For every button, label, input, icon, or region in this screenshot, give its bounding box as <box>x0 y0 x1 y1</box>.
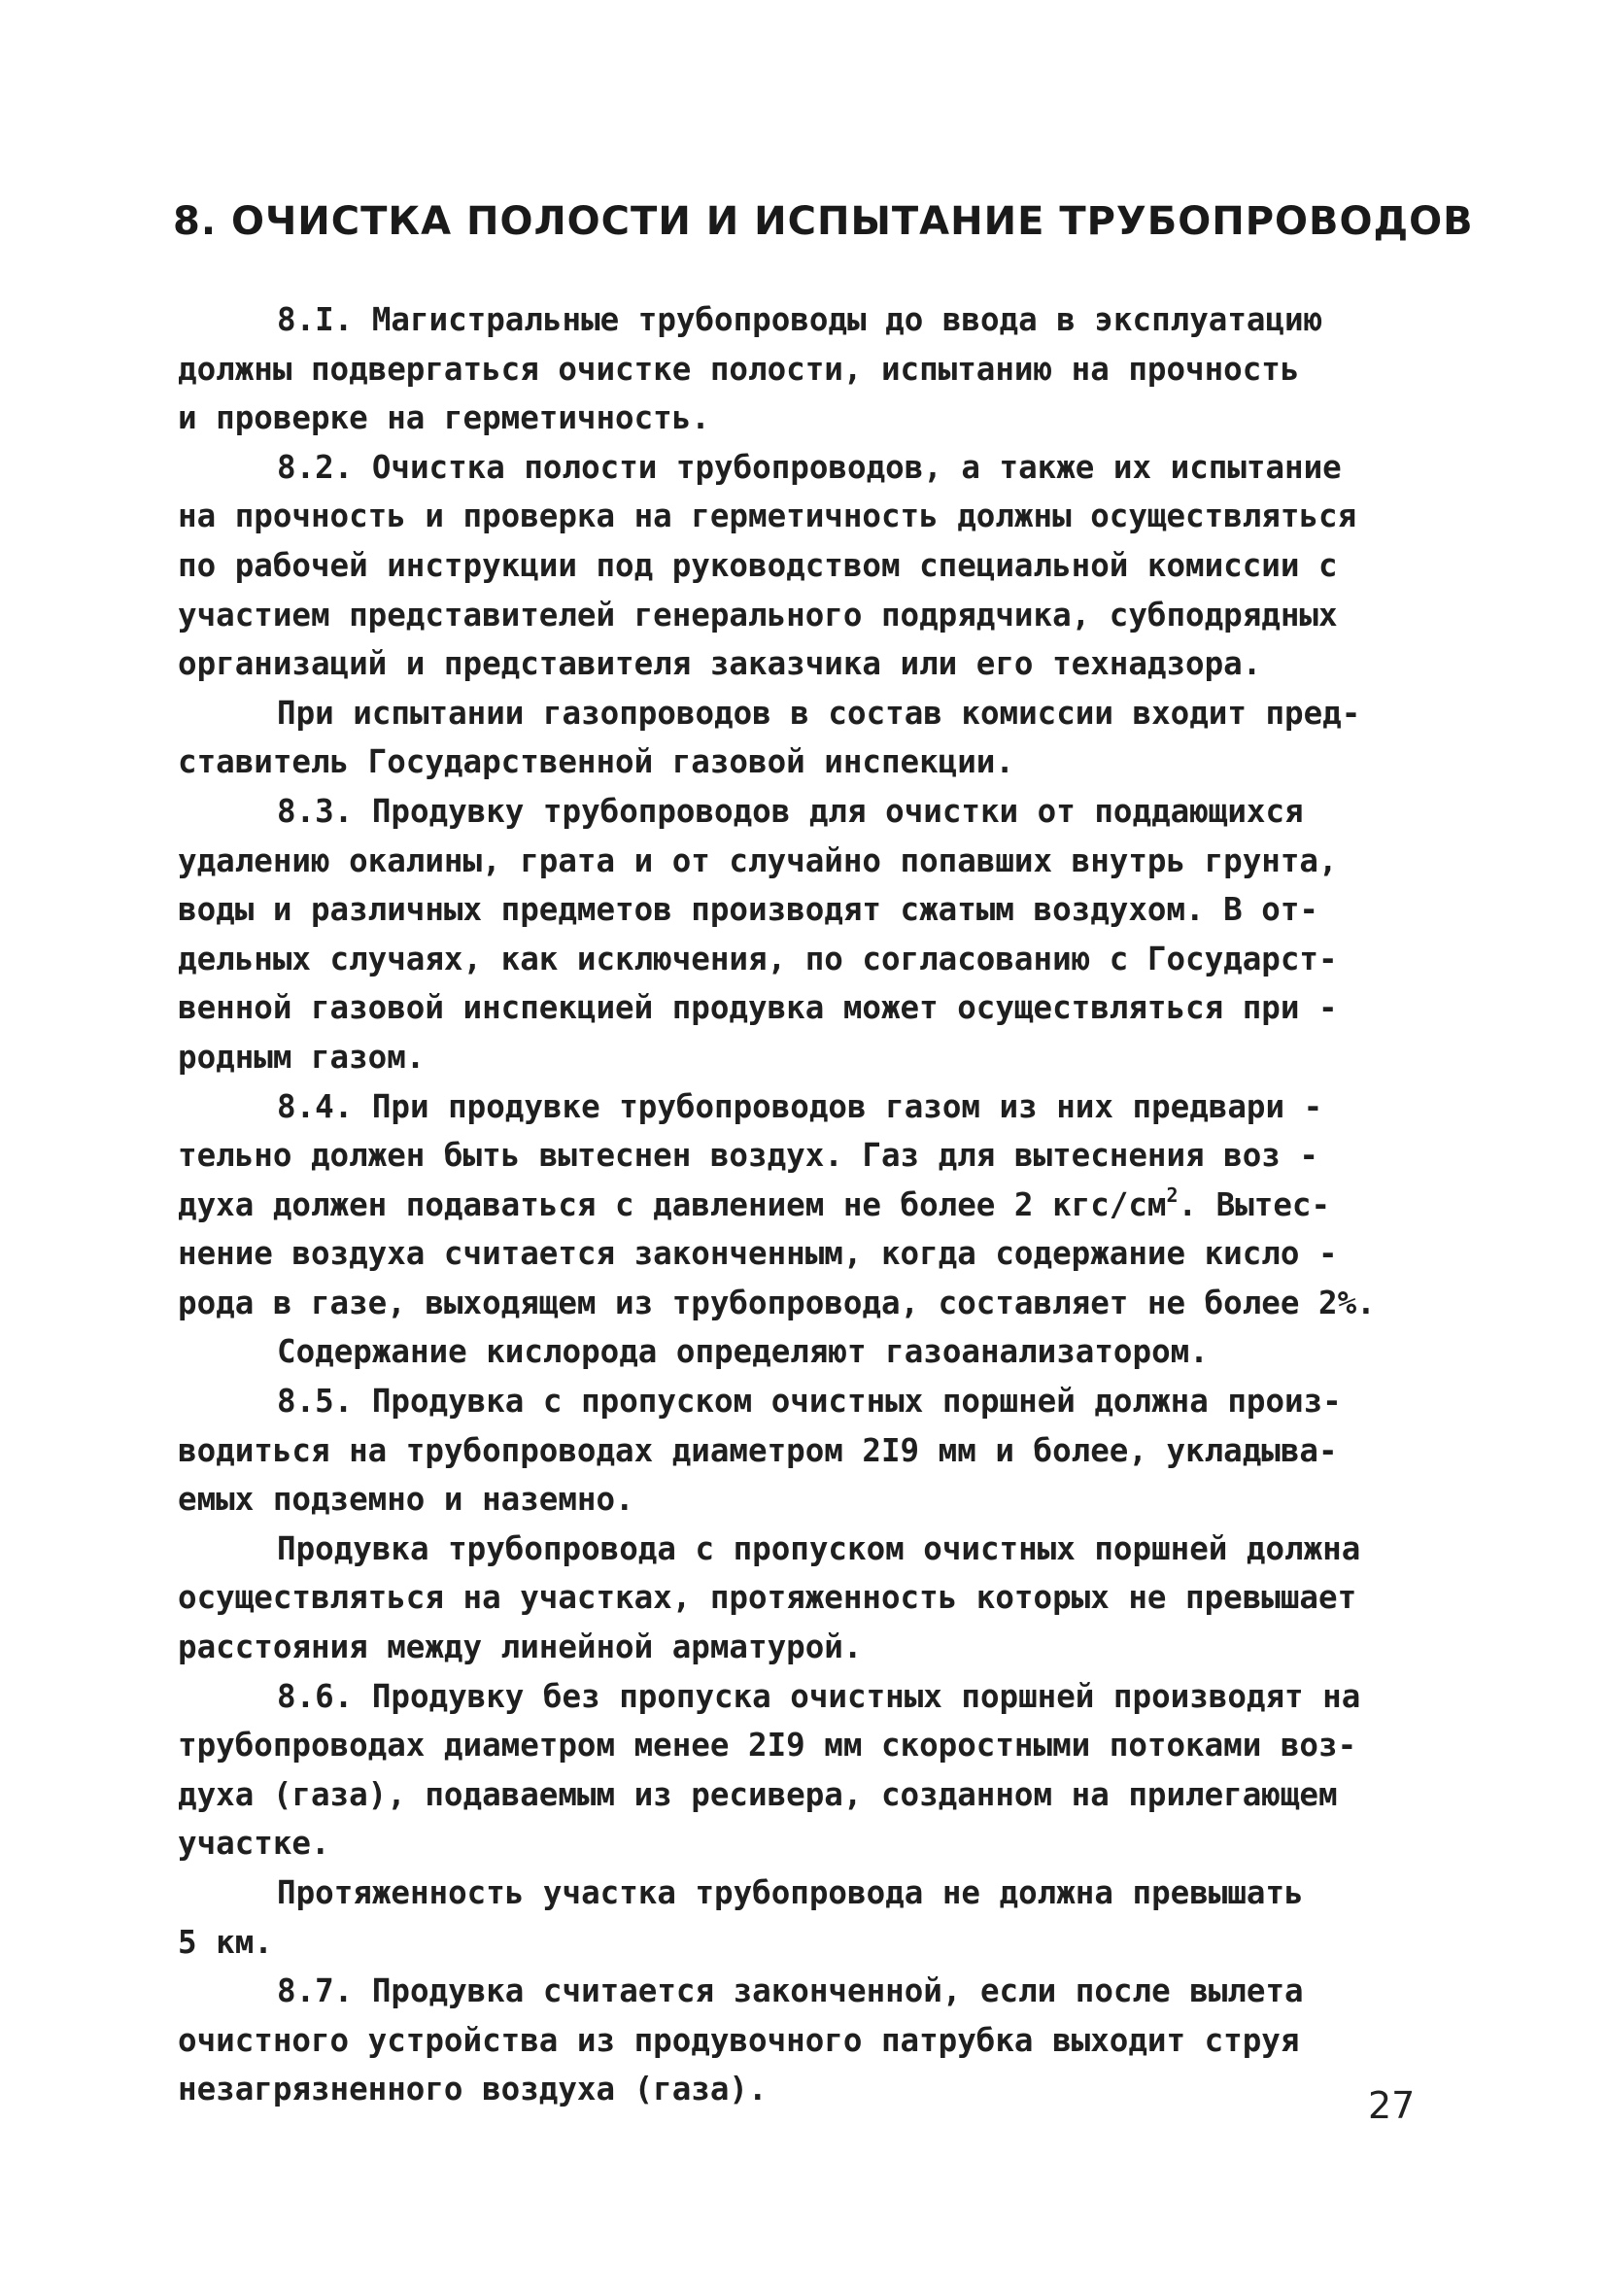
text-line <box>178 591 1421 640</box>
page-number: 27 <box>1368 2084 1416 2127</box>
text-line-content: по рабочей инструкции под руководством специальной комиссии с <box>178 546 1338 584</box>
text-line-content: Содержание кислорода определяют газоанализатором. <box>277 1333 1209 1371</box>
text-line <box>178 1082 1421 1132</box>
text-line-content: очистного устройства из продувочного патрубка выходит струя <box>178 2021 1300 2059</box>
text-line-content: удалению окалины, грата и от случайно попавших внутрь грунта, <box>178 841 1338 879</box>
text-line-content: участке. <box>178 1825 330 1863</box>
text-line <box>178 1573 1421 1623</box>
text-line <box>178 1377 1421 1426</box>
text-line-content: родным газом. <box>178 1038 426 1076</box>
text-line-content: рода в газе, выходящем из трубопровода, составляет не более 2%. <box>178 1284 1376 1321</box>
text-line <box>178 787 1421 837</box>
text-line <box>178 295 1421 345</box>
text-line-content: организаций и представителя заказчика или его технадзора. <box>178 645 1262 683</box>
text-line <box>178 443 1421 493</box>
text-line-content: 8.4. При продувке трубопроводов газом из них предвари - <box>277 1087 1323 1125</box>
text-line-content: трубопроводах диаметром менее 2I9 мм скоростными потоками воз- <box>178 1727 1357 1765</box>
text-line-content: ставитель Государственной газовой инспекции. <box>178 743 1014 781</box>
text-line-content: участием представителей генерального подрядчика, субподрядных <box>178 596 1338 634</box>
text-line-content: венной газовой инспекцией продувка может осуществляться при - <box>178 989 1338 1027</box>
text-line-content: тельно должен быть вытеснен воздух. Газ для вытеснения воз - <box>178 1137 1318 1175</box>
text-line-content: 8.7. Продувка считается законченной, если после вылета <box>277 1972 1304 2010</box>
text-line <box>178 1525 1421 1574</box>
text-line-content: 8.5. Продувка с пропуском очистных поршней должна произ- <box>277 1383 1342 1421</box>
text-line-content: воды и различных предметов производят сжатым воздухом. В от- <box>178 891 1318 929</box>
text-line-content: на прочность и проверка на герметичность должны осуществляться <box>178 497 1357 535</box>
text-line <box>178 1475 1421 1525</box>
text-line <box>178 1181 1421 1230</box>
text-line <box>178 935 1421 984</box>
body-text <box>178 295 1421 2114</box>
text-line-content: 5 км. <box>178 1923 273 1961</box>
text-line <box>178 1623 1421 1672</box>
text-line-content: и проверке на герметичность. <box>178 399 710 437</box>
text-line <box>178 1229 1421 1279</box>
text-line-content: 8.6. Продувку без пропуска очистных поршней производят на <box>277 1677 1361 1715</box>
text-line <box>178 541 1421 591</box>
text-line <box>178 983 1421 1033</box>
text-line-content: 8.I. Магистральные трубопроводы до ввода в эксплуатацию <box>277 301 1323 338</box>
text-line-content: 8.3. Продувку трубопроводов для очистки от поддающихся <box>277 792 1304 830</box>
text-line <box>178 1672 1421 1722</box>
text-line <box>178 1967 1421 2016</box>
text-line <box>178 1327 1421 1377</box>
text-line <box>178 689 1421 738</box>
text-line <box>178 1279 1421 1328</box>
text-line-content: расстояния между линейной арматурой. <box>178 1628 863 1666</box>
text-line-content: незагрязненного воздуха (газа). <box>178 2071 768 2108</box>
text-line-content: емых подземно и наземно. <box>178 1481 634 1519</box>
text-line <box>178 1819 1421 1868</box>
text-line <box>178 394 1421 443</box>
text-line <box>178 1918 1421 1968</box>
text-line-content: При испытании газопроводов в состав комиссии входит пред- <box>277 694 1361 732</box>
text-line <box>178 2016 1421 2066</box>
text-line-content: духа (газа), подаваемым из ресивера, созданном на прилегающем <box>178 1775 1338 1813</box>
text-line <box>178 1868 1421 1918</box>
text-line-content: 8.2. Очистка полости трубопроводов, а также их испытание <box>277 448 1342 486</box>
text-line <box>178 492 1421 541</box>
text-line <box>178 1770 1421 1820</box>
text-line-content: дельных случаях, как исключения, по согласованию с Государст- <box>178 940 1338 977</box>
text-line <box>178 1426 1421 1476</box>
text-line <box>178 885 1421 935</box>
text-line <box>178 837 1421 886</box>
section-title: 8. ОЧИСТКА ПОЛОСТИ И ИСПЫТАНИЕ ТРУБОПРОВОДОВ <box>173 199 1474 244</box>
text-line-content: духа должен подаваться с давлением не более 2 кгс/см <box>178 1185 1167 1223</box>
text-line-content: нение воздуха считается законченным, когда содержание кисло - <box>178 1235 1338 1273</box>
superscript: 2 <box>1166 1182 1179 1207</box>
text-line-content: Продувка трубопровода с пропуском очистных поршней должна <box>277 1529 1361 1567</box>
text-line <box>178 1033 1421 1082</box>
text-line <box>178 345 1421 394</box>
text-line-content: Протяженность участка трубопровода не должна превышать <box>277 1874 1304 1911</box>
text-line <box>178 639 1421 689</box>
text-line-content: осуществляться на участках, протяженность которых не превышает <box>178 1579 1357 1617</box>
text-line-tail: . Вытес- <box>1178 1185 1331 1223</box>
text-line <box>178 1721 1421 1770</box>
text-line-content: должны подвергаться очистке полости, испытанию на прочность <box>178 350 1300 388</box>
text-line <box>178 1131 1421 1181</box>
text-line <box>178 737 1421 787</box>
text-line-content: водиться на трубопроводах диаметром 2I9 мм и более, укладыва- <box>178 1431 1338 1469</box>
text-line <box>178 2065 1421 2114</box>
